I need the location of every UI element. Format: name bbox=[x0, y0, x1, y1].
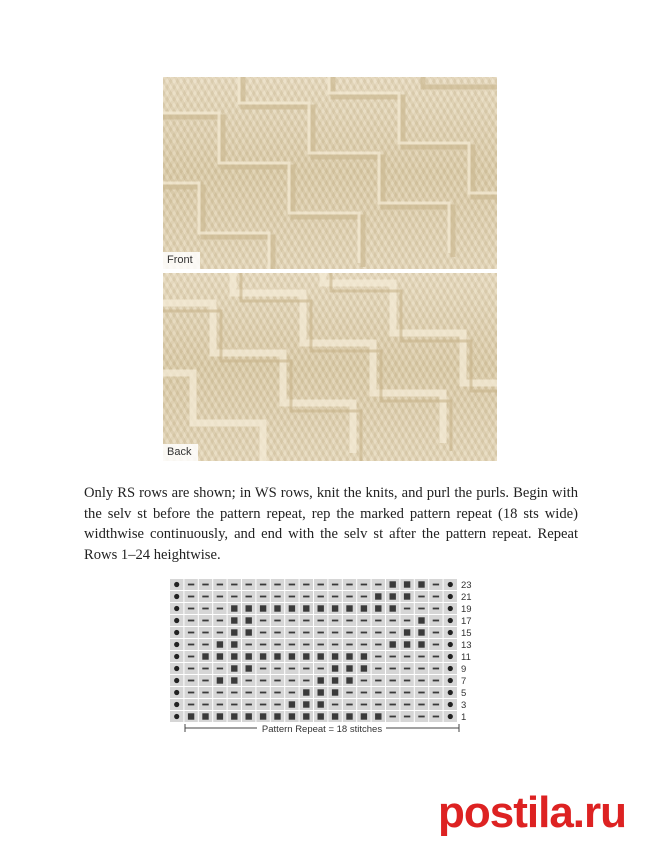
knit-symbol bbox=[217, 608, 223, 610]
selvage-stitch-symbol bbox=[448, 714, 453, 719]
knit-symbol bbox=[202, 608, 208, 610]
knit-symbol bbox=[404, 716, 410, 718]
row-number: 11 bbox=[461, 652, 471, 663]
purl-symbol bbox=[274, 605, 280, 611]
purl-symbol bbox=[361, 713, 367, 719]
knit-symbol bbox=[217, 632, 223, 634]
row-number: 7 bbox=[461, 676, 467, 687]
purl-symbol bbox=[346, 653, 352, 659]
knit-symbol bbox=[318, 668, 324, 670]
knit-symbol bbox=[188, 584, 194, 586]
purl-symbol bbox=[231, 605, 237, 611]
knit-symbol bbox=[433, 644, 439, 646]
knit-symbol bbox=[346, 644, 352, 646]
knit-symbol bbox=[217, 668, 223, 670]
knit-symbol bbox=[289, 692, 295, 694]
knit-symbol bbox=[246, 644, 252, 646]
purl-symbol bbox=[289, 701, 295, 707]
knit-symbol bbox=[361, 620, 367, 622]
knit-symbol bbox=[375, 680, 381, 682]
knit-symbol bbox=[404, 668, 410, 670]
purl-symbol bbox=[361, 605, 367, 611]
selvage-stitch-symbol bbox=[174, 594, 179, 599]
purl-symbol bbox=[332, 713, 338, 719]
knit-symbol bbox=[346, 596, 352, 598]
purl-symbol bbox=[303, 713, 309, 719]
knit-symbol bbox=[303, 584, 309, 586]
knit-symbol bbox=[246, 692, 252, 694]
knit-symbol bbox=[274, 680, 280, 682]
purl-symbol bbox=[332, 653, 338, 659]
selvage-stitch-symbol bbox=[448, 630, 453, 635]
knit-symbol bbox=[318, 644, 324, 646]
knit-symbol bbox=[202, 596, 208, 598]
knit-symbol bbox=[375, 632, 381, 634]
knit-symbol bbox=[433, 596, 439, 598]
knit-symbol bbox=[346, 620, 352, 622]
selvage-stitch-symbol bbox=[174, 714, 179, 719]
knit-symbol bbox=[202, 644, 208, 646]
purl-symbol bbox=[274, 713, 280, 719]
knit-symbol bbox=[289, 668, 295, 670]
knit-symbol bbox=[217, 584, 223, 586]
purl-symbol bbox=[332, 677, 338, 683]
knit-symbol bbox=[303, 680, 309, 682]
knit-symbol bbox=[390, 632, 396, 634]
purl-symbol bbox=[202, 713, 208, 719]
chart-row-numbers bbox=[461, 580, 472, 723]
knit-symbol bbox=[346, 584, 352, 586]
knit-symbol bbox=[260, 680, 266, 682]
row-number: 19 bbox=[461, 604, 472, 615]
purl-symbol bbox=[332, 605, 338, 611]
knit-symbol bbox=[202, 632, 208, 634]
purl-symbol bbox=[231, 713, 237, 719]
purl-symbol bbox=[361, 665, 367, 671]
purl-symbol bbox=[217, 677, 223, 683]
knit-symbol bbox=[433, 584, 439, 586]
purl-symbol bbox=[246, 713, 252, 719]
knit-symbol bbox=[418, 716, 424, 718]
knit-symbol bbox=[246, 680, 252, 682]
purl-symbol bbox=[217, 653, 223, 659]
knit-symbol bbox=[433, 716, 439, 718]
knit-symbol bbox=[318, 632, 324, 634]
purl-symbol bbox=[202, 653, 208, 659]
knit-symbol bbox=[274, 644, 280, 646]
row-number: 1 bbox=[461, 712, 467, 723]
knit-symbol bbox=[375, 668, 381, 670]
knit-symbol bbox=[375, 620, 381, 622]
knit-symbol bbox=[404, 692, 410, 694]
knit-symbol bbox=[318, 584, 324, 586]
knit-symbol bbox=[289, 620, 295, 622]
knit-symbol bbox=[332, 644, 338, 646]
knit-symbol bbox=[289, 644, 295, 646]
purl-symbol bbox=[318, 605, 324, 611]
knit-photo-front bbox=[163, 77, 497, 269]
knit-symbol bbox=[303, 596, 309, 598]
purl-symbol bbox=[231, 617, 237, 623]
selvage-stitch-symbol bbox=[174, 654, 179, 659]
selvage-stitch-symbol bbox=[174, 690, 179, 695]
knit-symbol bbox=[375, 644, 381, 646]
knit-symbol bbox=[390, 704, 396, 706]
knit-symbol bbox=[433, 692, 439, 694]
knit-symbol bbox=[361, 632, 367, 634]
knit-symbol bbox=[274, 668, 280, 670]
knit-symbol bbox=[433, 680, 439, 682]
purl-symbol bbox=[289, 605, 295, 611]
knit-symbol bbox=[274, 596, 280, 598]
knit-symbol bbox=[188, 644, 194, 646]
knit-symbol bbox=[260, 692, 266, 694]
knit-symbol bbox=[390, 656, 396, 658]
selvage-stitch-symbol bbox=[448, 642, 453, 647]
selvage-stitch-symbol bbox=[448, 690, 453, 695]
knit-symbol bbox=[260, 668, 266, 670]
purl-symbol bbox=[274, 653, 280, 659]
selvage-stitch-symbol bbox=[448, 582, 453, 587]
selvage-stitch-symbol bbox=[448, 618, 453, 623]
knitting-chart bbox=[164, 576, 494, 742]
knit-symbol bbox=[418, 680, 424, 682]
purl-symbol bbox=[246, 653, 252, 659]
knit-symbol bbox=[390, 620, 396, 622]
purl-symbol bbox=[375, 593, 381, 599]
purl-symbol bbox=[318, 677, 324, 683]
knit-texture-front bbox=[163, 77, 497, 269]
knit-symbol bbox=[274, 620, 280, 622]
knit-symbol bbox=[274, 704, 280, 706]
row-number: 15 bbox=[461, 628, 472, 639]
knit-symbol bbox=[318, 620, 324, 622]
purl-symbol bbox=[404, 593, 410, 599]
knit-symbol bbox=[217, 704, 223, 706]
knit-symbol bbox=[231, 584, 237, 586]
knit-symbol bbox=[332, 584, 338, 586]
knit-symbol bbox=[332, 596, 338, 598]
knit-symbol bbox=[361, 596, 367, 598]
purl-symbol bbox=[246, 617, 252, 623]
purl-symbol bbox=[260, 713, 266, 719]
purl-symbol bbox=[303, 701, 309, 707]
knit-symbol bbox=[260, 620, 266, 622]
knit-symbol bbox=[332, 704, 338, 706]
purl-symbol bbox=[246, 665, 252, 671]
knit-photo-back bbox=[163, 273, 497, 461]
purl-symbol bbox=[404, 629, 410, 635]
knit-symbol bbox=[202, 680, 208, 682]
selvage-stitch-symbol bbox=[448, 678, 453, 683]
knit-symbol bbox=[390, 668, 396, 670]
knit-symbol bbox=[188, 692, 194, 694]
knit-symbol bbox=[418, 692, 424, 694]
front-label: Front bbox=[163, 252, 200, 269]
purl-symbol bbox=[346, 605, 352, 611]
purl-symbol bbox=[188, 713, 194, 719]
knit-symbol bbox=[404, 608, 410, 610]
knit-symbol bbox=[346, 632, 352, 634]
knit-symbol bbox=[418, 656, 424, 658]
purl-symbol bbox=[289, 713, 295, 719]
instructions-paragraph: Only RS rows are shown; in WS rows, knit the knits, and purl the purls. Begin with the selv st before the pattern repeat, rep the marked pattern repeat (18 sts wide) widthwise continuously, and end with the selv st after the pattern repeat. Repeat Rows 1–24 heightwise. bbox=[84, 485, 578, 563]
purl-symbol bbox=[231, 677, 237, 683]
knit-symbol bbox=[202, 584, 208, 586]
knit-symbol bbox=[303, 668, 309, 670]
knit-symbol bbox=[260, 596, 266, 598]
knit-texture-back bbox=[163, 273, 497, 461]
knit-symbol bbox=[202, 692, 208, 694]
row-number: 17 bbox=[461, 616, 472, 627]
purl-symbol bbox=[260, 653, 266, 659]
knit-symbol bbox=[361, 704, 367, 706]
purl-symbol bbox=[390, 593, 396, 599]
knit-symbol bbox=[332, 632, 338, 634]
purl-symbol bbox=[361, 653, 367, 659]
knit-symbol bbox=[332, 620, 338, 622]
purl-symbol bbox=[231, 653, 237, 659]
selvage-stitch-symbol bbox=[174, 618, 179, 623]
knit-symbol bbox=[433, 632, 439, 634]
purl-symbol bbox=[246, 629, 252, 635]
knit-symbol bbox=[390, 716, 396, 718]
purl-symbol bbox=[404, 581, 410, 587]
knit-symbol bbox=[188, 620, 194, 622]
selvage-stitch-symbol bbox=[448, 606, 453, 611]
knit-symbol bbox=[404, 620, 410, 622]
knit-symbol bbox=[260, 584, 266, 586]
selvage-stitch-symbol bbox=[174, 606, 179, 611]
row-number: 3 bbox=[461, 700, 467, 711]
knit-symbol bbox=[188, 668, 194, 670]
knit-symbol bbox=[404, 704, 410, 706]
purl-symbol bbox=[418, 629, 424, 635]
knit-symbol bbox=[375, 704, 381, 706]
purl-symbol bbox=[375, 713, 381, 719]
selvage-stitch-symbol bbox=[174, 678, 179, 683]
row-number: 21 bbox=[461, 592, 472, 603]
purl-symbol bbox=[332, 689, 338, 695]
purl-symbol bbox=[217, 641, 223, 647]
knit-symbol bbox=[361, 680, 367, 682]
knit-symbol bbox=[289, 680, 295, 682]
knit-symbol bbox=[260, 632, 266, 634]
purl-symbol bbox=[346, 677, 352, 683]
knit-symbol bbox=[303, 620, 309, 622]
knit-symbol bbox=[390, 692, 396, 694]
purl-symbol bbox=[390, 605, 396, 611]
knit-symbol bbox=[318, 596, 324, 598]
row-number: 13 bbox=[461, 640, 472, 651]
knit-symbol bbox=[346, 692, 352, 694]
knit-symbol bbox=[375, 584, 381, 586]
purl-symbol bbox=[217, 713, 223, 719]
knit-symbol bbox=[433, 704, 439, 706]
selvage-stitch-symbol bbox=[448, 666, 453, 671]
knit-symbol bbox=[375, 692, 381, 694]
knit-symbol bbox=[433, 656, 439, 658]
purl-symbol bbox=[418, 617, 424, 623]
knit-symbol bbox=[375, 656, 381, 658]
knit-symbol bbox=[260, 644, 266, 646]
knit-symbol bbox=[289, 584, 295, 586]
purl-symbol bbox=[332, 665, 338, 671]
purl-symbol bbox=[318, 689, 324, 695]
purl-symbol bbox=[318, 713, 324, 719]
purl-symbol bbox=[303, 689, 309, 695]
knit-symbol bbox=[289, 632, 295, 634]
row-number: 23 bbox=[461, 580, 472, 591]
knit-symbol bbox=[202, 620, 208, 622]
knit-symbol bbox=[188, 608, 194, 610]
knit-symbol bbox=[217, 596, 223, 598]
knit-symbol bbox=[390, 680, 396, 682]
knit-symbol bbox=[274, 632, 280, 634]
selvage-stitch-symbol bbox=[174, 702, 179, 707]
selvage-stitch-symbol bbox=[174, 630, 179, 635]
repeat-label: Pattern Repeat = 18 stitches bbox=[261, 724, 383, 735]
selvage-stitch-symbol bbox=[448, 594, 453, 599]
knit-symbol bbox=[433, 620, 439, 622]
purl-symbol bbox=[404, 641, 410, 647]
knit-symbol bbox=[246, 584, 252, 586]
selvage-stitch-symbol bbox=[174, 666, 179, 671]
back-label: Back bbox=[163, 444, 198, 461]
purl-symbol bbox=[231, 665, 237, 671]
knit-symbol bbox=[188, 656, 194, 658]
row-number: 5 bbox=[461, 688, 467, 699]
knit-symbol bbox=[188, 704, 194, 706]
row-number: 9 bbox=[461, 664, 467, 675]
knit-symbol bbox=[274, 584, 280, 586]
knit-symbol bbox=[217, 692, 223, 694]
purl-symbol bbox=[375, 605, 381, 611]
selvage-stitch-symbol bbox=[448, 654, 453, 659]
knit-symbol bbox=[188, 632, 194, 634]
purl-symbol bbox=[318, 653, 324, 659]
selvage-stitch-symbol bbox=[174, 642, 179, 647]
knit-symbol bbox=[246, 596, 252, 598]
knit-symbol bbox=[231, 704, 237, 706]
purl-symbol bbox=[418, 581, 424, 587]
knit-symbol bbox=[418, 596, 424, 598]
purl-symbol bbox=[303, 605, 309, 611]
knit-symbol bbox=[188, 680, 194, 682]
knit-symbol bbox=[289, 596, 295, 598]
knit-symbol bbox=[361, 644, 367, 646]
knit-symbol bbox=[433, 608, 439, 610]
knit-symbol bbox=[303, 632, 309, 634]
selvage-stitch-symbol bbox=[448, 702, 453, 707]
knit-symbol bbox=[274, 692, 280, 694]
purl-symbol bbox=[246, 605, 252, 611]
knit-symbol bbox=[418, 704, 424, 706]
knit-symbol bbox=[260, 704, 266, 706]
knit-symbol bbox=[202, 704, 208, 706]
knit-symbol bbox=[202, 668, 208, 670]
knit-symbol bbox=[361, 584, 367, 586]
knit-symbol bbox=[418, 668, 424, 670]
knit-symbol bbox=[188, 596, 194, 598]
postila-watermark-logo: postila.ru bbox=[438, 788, 627, 837]
knit-symbol bbox=[404, 680, 410, 682]
purl-symbol bbox=[260, 605, 266, 611]
selvage-stitch-symbol bbox=[174, 582, 179, 587]
purl-symbol bbox=[303, 653, 309, 659]
purl-symbol bbox=[418, 641, 424, 647]
knit-symbol bbox=[231, 692, 237, 694]
purl-symbol bbox=[346, 665, 352, 671]
knit-symbol bbox=[404, 656, 410, 658]
knit-symbol bbox=[231, 596, 237, 598]
knit-symbol bbox=[346, 704, 352, 706]
purl-symbol bbox=[390, 581, 396, 587]
purl-symbol bbox=[231, 641, 237, 647]
purl-symbol bbox=[289, 653, 295, 659]
knit-symbol bbox=[433, 668, 439, 670]
chart-grid bbox=[170, 579, 457, 722]
knit-symbol bbox=[361, 692, 367, 694]
purl-symbol bbox=[346, 713, 352, 719]
knit-symbol bbox=[217, 620, 223, 622]
purl-symbol bbox=[318, 701, 324, 707]
purl-symbol bbox=[390, 641, 396, 647]
purl-symbol bbox=[231, 629, 237, 635]
knit-symbol bbox=[418, 608, 424, 610]
knit-symbol bbox=[246, 704, 252, 706]
knit-symbol bbox=[303, 644, 309, 646]
